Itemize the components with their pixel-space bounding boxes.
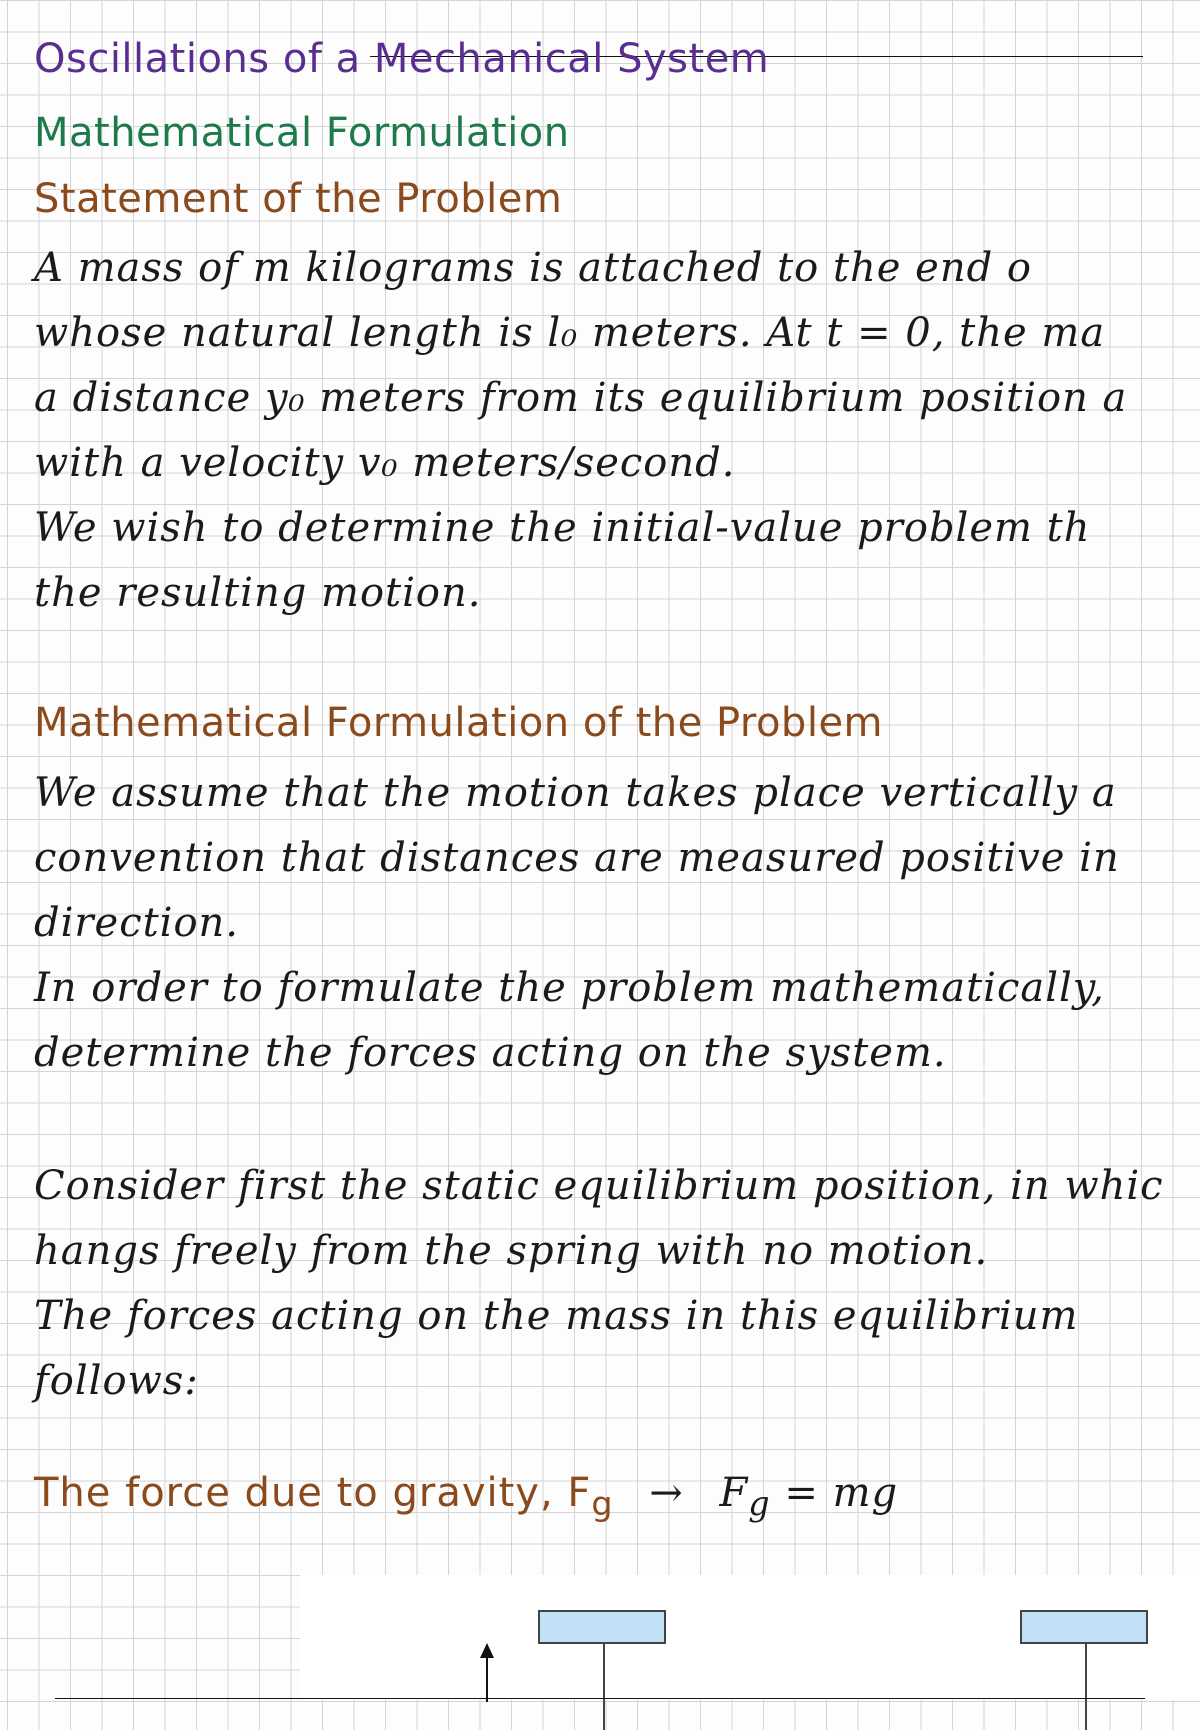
section-heading-statement: Statement of the Problem	[34, 176, 563, 222]
gravity-force-equation: $F_g$ = mg	[719, 1470, 899, 1523]
spring-mass-figure	[300, 1575, 1200, 1700]
gravity-force-line	[34, 1470, 898, 1523]
equilibrium-line: hangs freely from the spring with no motion.	[34, 1228, 989, 1274]
statement-line: whose natural length is l₀ meters. At t = 0, the ma	[34, 310, 1106, 356]
page-title: Oscillations of a Mechanical System	[34, 36, 770, 82]
statement-line: a distance y₀ meters from its equilibrium position a	[34, 375, 1128, 421]
formulation-line: In order to formulate the problem mathematically,	[34, 965, 1105, 1011]
section-heading-formulation: Mathematical Formulation of the Problem	[34, 700, 884, 746]
mass-block	[1020, 1610, 1148, 1644]
formulation-line: direction.	[34, 900, 240, 946]
equilibrium-line: Consider first the static equilibrium position, in whic	[34, 1163, 1164, 1209]
formulation-line: determine the forces acting on the system.	[34, 1030, 947, 1076]
statement-line: the resulting motion.	[34, 570, 482, 616]
arrow-head-icon	[478, 1643, 496, 1659]
mass-connector	[603, 1644, 605, 1730]
displacement-arrow	[486, 1652, 488, 1702]
statement-line: We wish to determine the initial-value problem th	[34, 505, 1091, 551]
gravity-force-label: The force due to gravity, $F_g$	[34, 1470, 614, 1523]
mass-block	[538, 1610, 666, 1644]
formulation-line: convention that distances are measured positive in	[34, 835, 1120, 881]
implies-arrow: →	[649, 1470, 684, 1516]
statement-line: with a velocity v₀ meters/second.	[34, 440, 736, 486]
formulation-line: We assume that the motion takes place vertically a	[34, 770, 1117, 816]
equilibrium-line: follows:	[34, 1358, 199, 1404]
mass-connector	[1085, 1644, 1087, 1730]
subtitle: Mathematical Formulation	[34, 110, 570, 156]
equilibrium-line: The forces acting on the mass in this equilibrium	[34, 1293, 1079, 1339]
bottom-rule	[55, 1698, 1145, 1699]
statement-line: A mass of m kilograms is attached to the end o	[34, 245, 1033, 291]
